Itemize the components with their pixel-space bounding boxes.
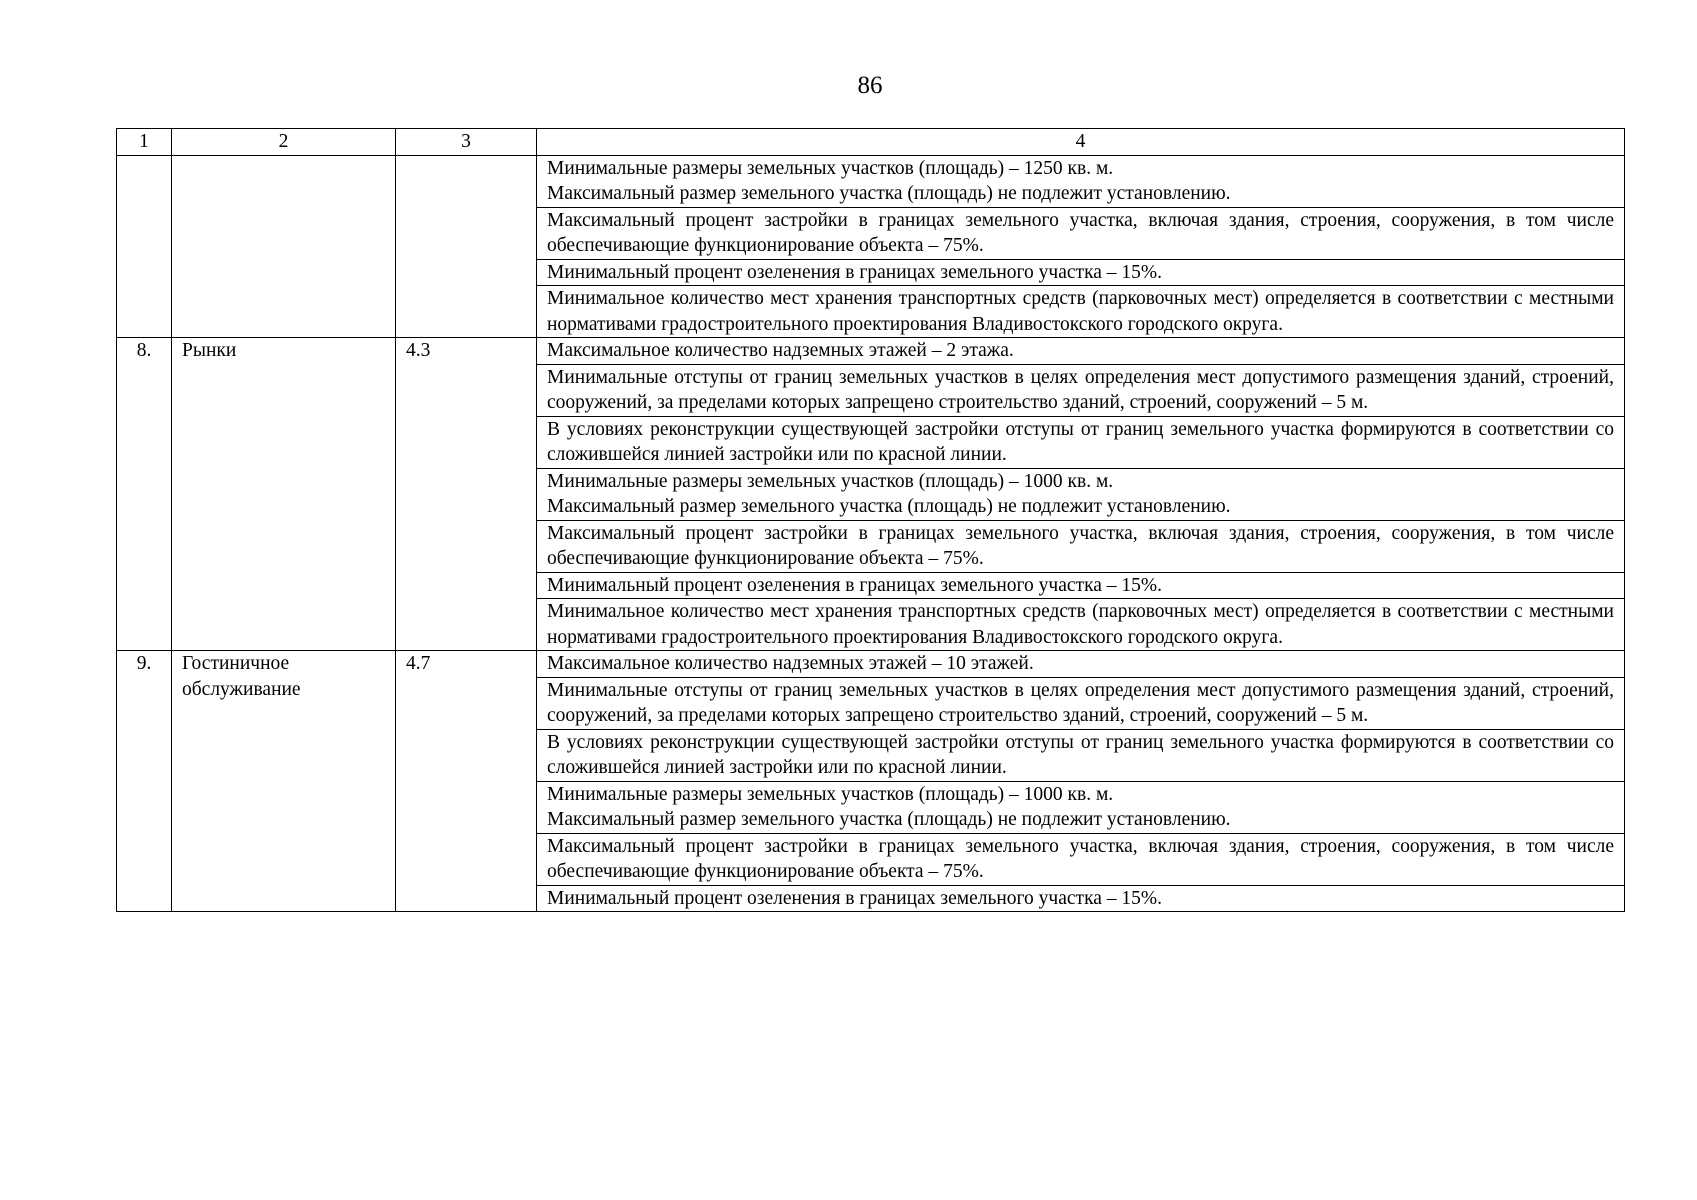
column-header-1: 1: [117, 129, 172, 156]
parameter-text: Максимальный процент застройки в границах земельного участка, включая здания, строения, сооружения, в том числе обеспечивающие функционирование объекта – 75%.: [547, 522, 1614, 569]
parameter-text: В условиях реконструкции существующей застройки отступы от границ земельного участка формируются в соответствии со сложившейся линией застройки или по красной линии.: [547, 418, 1614, 465]
parameter-text: Максимальный размер земельного участка (площадь) не подлежит установлению.: [547, 183, 1231, 204]
parameter-text: Минимальный процент озеленения в границах земельного участка – 15%.: [547, 261, 1163, 283]
parameter-cell: [537, 520, 1625, 572]
land-use-name: [172, 155, 396, 338]
parameter-text: Минимальные размеры земельных участков (площадь) – 1000 кв. м.: [547, 783, 1114, 805]
column-header-3: 3: [396, 129, 537, 156]
parameter-cell: [537, 781, 1625, 833]
page-number: 86: [857, 72, 883, 99]
parameter-cell: [537, 468, 1625, 520]
parameter-cell: [537, 338, 1625, 365]
parameter-text: Минимальные размеры земельных участков (площадь) – 1250 кв. м.: [547, 157, 1114, 179]
parameter-text: Максимальное количество надземных этажей – 2 этажа.: [547, 340, 1014, 361]
land-use-name: Рынки: [172, 338, 396, 651]
parameter-cell: [537, 599, 1625, 651]
parameter-cell: [537, 651, 1625, 678]
parameter-text: Максимальный размер земельного участка (площадь) не подлежит установлению.: [547, 496, 1231, 517]
row-number: [117, 155, 172, 338]
parameter-text: Максимальный размер земельного участка (площадь) не подлежит установлению.: [547, 809, 1231, 830]
parameter-cell: [537, 572, 1625, 599]
table-row: [117, 338, 1625, 365]
parameter-text: Минимальный процент озеленения в границах земельного участка – 15%.: [547, 887, 1163, 909]
parameter-text: Максимальный процент застройки в границах земельного участка, включая здания, строения, сооружения, в том числе обеспечивающие функционирование объекта – 75%.: [547, 209, 1614, 256]
zoning-parameters-table: [116, 128, 1625, 912]
row-number: 9.: [117, 651, 172, 912]
table-body: [117, 155, 1625, 912]
row-number: 8.: [117, 338, 172, 651]
parameter-cell: [537, 364, 1625, 416]
parameter-text: Минимальный процент озеленения в границах земельного участка – 15%.: [547, 574, 1163, 596]
parameter-cell: [537, 833, 1625, 885]
parameter-cell: [537, 286, 1625, 338]
parameter-text: Максимальное количество надземных этажей – 10 этажей.: [547, 653, 1034, 674]
parameter-text: Минимальные отступы от границ земельных участков в целях определения мест допустимого размещения зданий, строений, сооружений, за пределами которых запрещено строительство зданий, строений, сооружений – 5 м.: [547, 679, 1614, 726]
parameter-text: В условиях реконструкции существующей застройки отступы от границ земельного участка формируются в соответствии со сложившейся линией застройки или по красной линии.: [547, 731, 1614, 778]
table-row: [117, 651, 1625, 678]
parameter-cell: [537, 207, 1625, 259]
land-use-code: 4.3: [396, 338, 537, 651]
parameter-cell: [537, 416, 1625, 468]
parameter-text: Минимальное количество мест хранения транспортных средств (парковочных мест) определяется в соответствии с местными нормативами градостроительного проектирования Владивостокского городского округа.: [547, 288, 1614, 335]
table-row: [117, 155, 1625, 207]
parameter-text: Максимальный процент застройки в границах земельного участка, включая здания, строения, сооружения, в том числе обеспечивающие функционирование объекта – 75%.: [547, 835, 1614, 882]
land-use-code: [396, 155, 537, 338]
column-header-2: 2: [172, 129, 396, 156]
parameter-cell: [537, 155, 1625, 207]
parameter-text: Минимальные отступы от границ земельных участков в целях определения мест допустимого размещения зданий, строений, сооружений, за пределами которых запрещено строительство зданий, строений, сооружений – 5 м.: [547, 366, 1614, 413]
table-header-row: [117, 129, 1625, 156]
land-use-code: 4.7: [396, 651, 537, 912]
land-use-name: Гостиничное обслуживание: [172, 651, 396, 912]
parameter-text: Минимальное количество мест хранения транспортных средств (парковочных мест) определяется в соответствии с местными нормативами градостроительного проектирования Владивостокского городского округа.: [547, 601, 1614, 648]
parameter-cell: [537, 677, 1625, 729]
parameter-text: Минимальные размеры земельных участков (площадь) – 1000 кв. м.: [547, 470, 1114, 492]
parameter-cell: [537, 259, 1625, 286]
parameter-cell: [537, 729, 1625, 781]
column-header-4: 4: [537, 129, 1625, 156]
parameter-cell: [537, 885, 1625, 912]
